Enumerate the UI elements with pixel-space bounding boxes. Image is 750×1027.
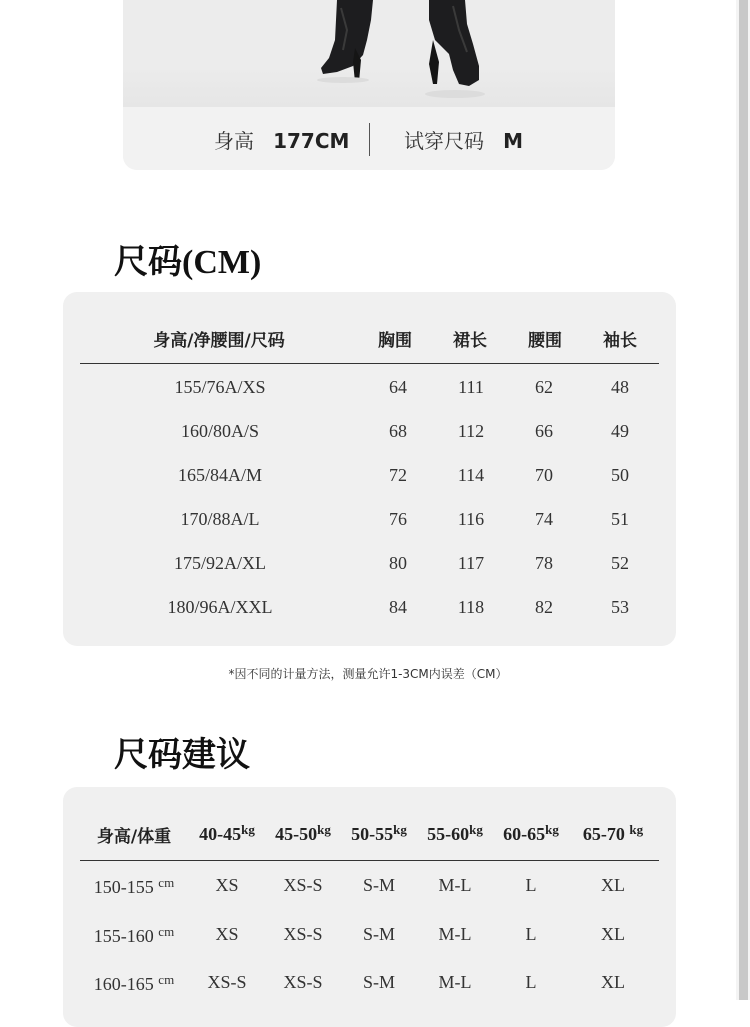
- weight-range: 60-65: [503, 824, 546, 844]
- weight-range: 45-50: [275, 824, 318, 844]
- weight-unit: kg: [545, 822, 559, 837]
- advice-cell: M-L: [438, 875, 472, 895]
- size-chart-table: [63, 292, 676, 646]
- size-cell: 117: [457, 553, 485, 573]
- advice-header-height-weight: 身高/体重: [96, 827, 172, 847]
- height-value: 177CM: [273, 129, 350, 153]
- advice-header-weight: [427, 822, 483, 845]
- advice-header-weight: [503, 822, 559, 845]
- weight-unit: kg: [241, 822, 255, 837]
- height-unit: cm: [158, 972, 175, 987]
- size-cell: 175/92A/XL: [174, 553, 266, 573]
- model-photo: [123, 0, 615, 107]
- size-cell: 50: [611, 465, 629, 485]
- advice-cell: S-M: [362, 924, 396, 944]
- size-advice-title: 尺码建议: [114, 735, 250, 775]
- advice-cell: M-L: [438, 972, 472, 992]
- size-header-waist: 腰围: [528, 331, 562, 351]
- size-cell: 72: [389, 465, 407, 485]
- info-divider: [369, 123, 370, 156]
- advice-height-cell: [94, 875, 174, 898]
- advice-header-weight: [275, 822, 331, 845]
- size-cell: 62: [535, 377, 553, 397]
- size-cell: 180/96A/XXL: [167, 597, 273, 617]
- advice-cell: M-L: [438, 924, 472, 944]
- size-cell: 74: [535, 509, 553, 529]
- advice-cell: XS-S: [283, 924, 323, 944]
- size-cell: 80: [389, 553, 407, 573]
- weight-unit: kg: [393, 822, 407, 837]
- advice-cell: XL: [601, 924, 625, 944]
- height-unit: cm: [158, 875, 175, 890]
- size-cell: 112: [457, 421, 485, 441]
- size-cell: 111: [458, 377, 484, 397]
- weight-unit: kg: [629, 822, 644, 837]
- size-label: 试穿尺码: [404, 129, 484, 153]
- advice-cell: XL: [601, 972, 625, 992]
- scrollbar-thumb[interactable]: [739, 0, 748, 1000]
- height-range: 150-155: [93, 877, 159, 897]
- size-header-sleeve: 袖长: [603, 331, 637, 351]
- model-photo-card: [123, 0, 615, 170]
- size-header-rule: [80, 363, 659, 364]
- size-cell: 170/88A/L: [180, 509, 260, 529]
- size-cell: 49: [611, 421, 629, 441]
- size-cell: 48: [611, 377, 629, 397]
- weight-unit: kg: [317, 822, 331, 837]
- size-chart-title: [114, 234, 261, 283]
- advice-height-cell: [94, 972, 174, 995]
- size-value: M: [503, 129, 523, 153]
- advice-cell: XL: [601, 875, 625, 895]
- weight-range: 55-60: [427, 824, 470, 844]
- size-header-height: 身高/净腰围/尺码: [153, 331, 285, 351]
- size-cell: 53: [611, 597, 629, 617]
- size-chart-title-cn: 尺码: [114, 242, 182, 282]
- advice-cell: XS-S: [283, 972, 323, 992]
- size-cell: 165/84A/M: [177, 465, 263, 485]
- model-info-bar: [123, 107, 615, 170]
- boots-illustration: [123, 0, 615, 107]
- advice-cell: XS: [215, 924, 239, 944]
- size-cell: 160/80A/S: [180, 421, 260, 441]
- size-cell: 155/76A/XS: [174, 377, 266, 397]
- advice-cell: L: [525, 972, 537, 992]
- size-cell: 84: [389, 597, 407, 617]
- size-header-length: 裙长: [453, 331, 487, 351]
- size-cell: 68: [389, 421, 407, 441]
- size-cell: 114: [457, 465, 485, 485]
- advice-cell: S-M: [362, 972, 396, 992]
- model-height: [214, 125, 349, 154]
- model-size: [404, 125, 523, 154]
- advice-height-cell: [94, 924, 174, 947]
- advice-cell: XS-S: [207, 972, 247, 992]
- size-cell: 52: [611, 553, 629, 573]
- advice-header-weight: [199, 822, 255, 845]
- weight-unit: kg: [469, 822, 483, 837]
- size-cell: 64: [389, 377, 407, 397]
- measurement-note: *因不同的计量方法，测量允许1-3CM内误差（CM）: [228, 667, 508, 681]
- size-header-bust: 胸围: [378, 331, 412, 351]
- size-advice-table: [63, 787, 676, 1027]
- size-cell: 116: [457, 509, 485, 529]
- size-cell: 70: [535, 465, 553, 485]
- size-cell: 78: [535, 553, 553, 573]
- size-cell: 66: [535, 421, 553, 441]
- advice-cell: L: [525, 924, 537, 944]
- weight-range: 50-55: [351, 824, 394, 844]
- advice-cell: XS: [215, 875, 239, 895]
- height-unit: cm: [158, 924, 175, 939]
- advice-cell: S-M: [362, 875, 396, 895]
- advice-header-weight: [583, 822, 643, 845]
- size-cell: 82: [535, 597, 553, 617]
- weight-range: 40-45: [199, 824, 242, 844]
- advice-header-weight: [351, 822, 407, 845]
- height-label: 身高: [214, 129, 254, 153]
- size-cell: 118: [457, 597, 485, 617]
- size-cell: 76: [389, 509, 407, 529]
- weight-range: 65-70: [582, 824, 630, 844]
- advice-cell: XS-S: [283, 875, 323, 895]
- advice-cell: L: [525, 875, 537, 895]
- advice-header-rule: [80, 860, 659, 861]
- size-chart-title-unit: (CM): [182, 244, 262, 281]
- height-range: 160-165: [93, 974, 159, 994]
- height-range: 155-160: [93, 926, 159, 946]
- size-cell: 51: [611, 509, 629, 529]
